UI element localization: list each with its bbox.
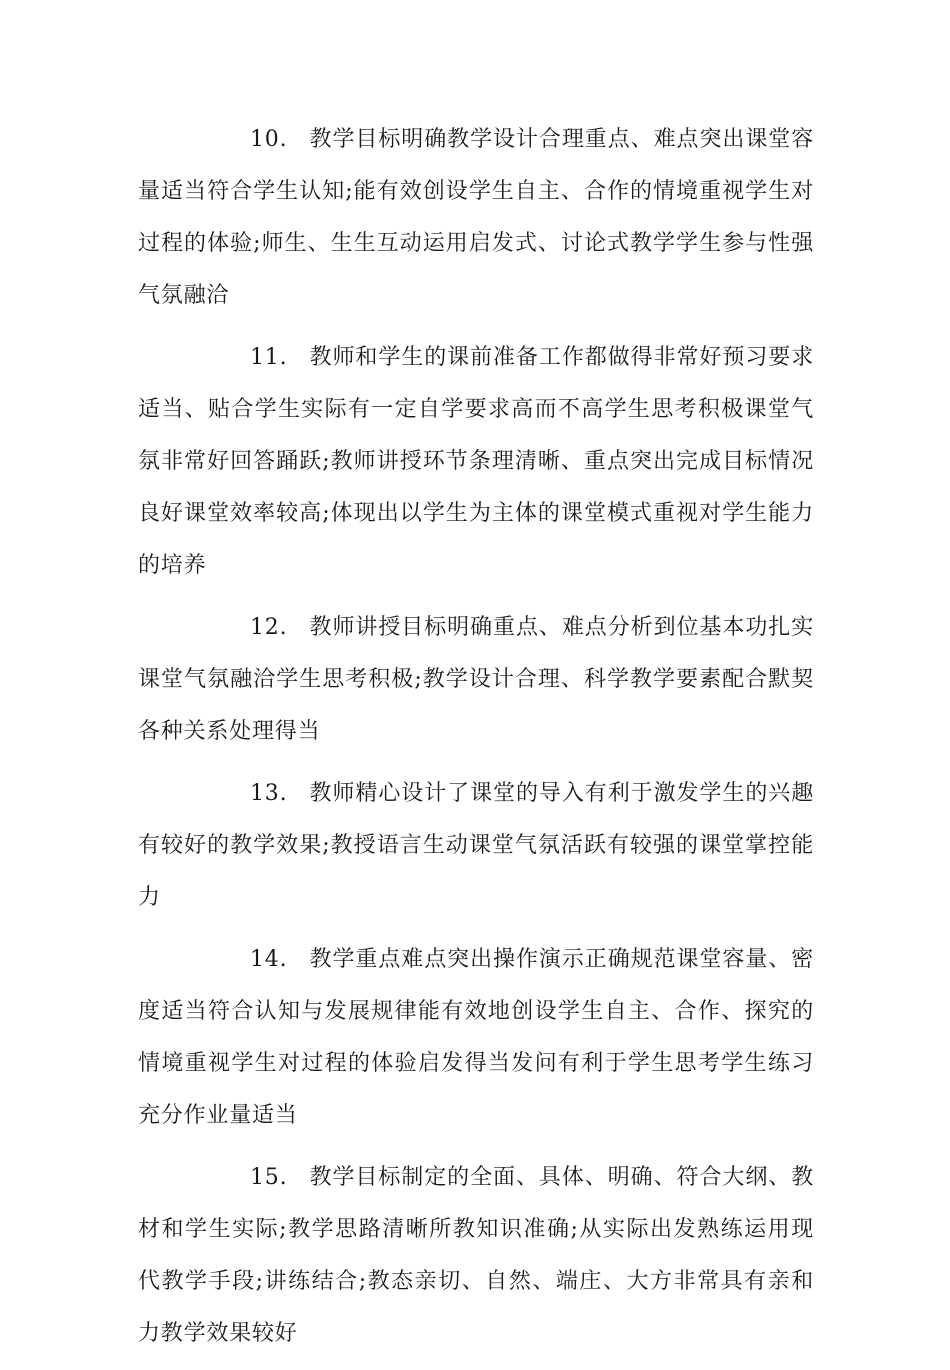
paragraph-text: 教学目标明确教学设计合理重点、难点突出课堂容量适当符合学生认知;能有效创设学生自主、合作的情境重视学生对过程的体验;师生、生生互动运用启发式、讨论式教学学生参与性强气氛融洽 [138, 127, 814, 308]
paragraph-number: 11. [250, 345, 288, 370]
paragraph-13 [138, 768, 814, 924]
paragraph-15 [138, 1152, 814, 1360]
paragraph-number: 12. [250, 615, 288, 640]
paragraph-14 [138, 934, 814, 1142]
paragraph-number: 15. [250, 1165, 288, 1190]
paragraph-text: 教师和学生的课前准备工作都做得非常好预习要求适当、贴合学生实际有一定自学要求高而不高学生思考积极课堂气氛非常好回答踊跃;教师讲授环节条理清晰、重点突出完成目标情况良好课堂效率较高;体现出以学生为主体的课堂模式重视对学生能力的培养 [138, 345, 814, 578]
paragraph-10 [138, 114, 814, 322]
paragraph-text: 教学重点难点突出操作演示正确规范课堂容量、密度适当符合认知与发展规律能有效地创设学生自主、合作、探究的情境重视学生对过程的体验启发得当发问有利于学生思考学生练习充分作业量适当 [138, 947, 814, 1128]
paragraph-number: 10. [250, 127, 288, 152]
paragraph-11 [138, 332, 814, 592]
paragraph-number: 14. [250, 947, 288, 972]
paragraph-12 [138, 602, 814, 758]
paragraph-text: 教学目标制定的全面、具体、明确、符合大纲、教材和学生实际;教学思路清晰所教知识准确;从实际出发熟练运用现代教学手段;讲练结合;教态亲切、自然、端庄、大方非常具有亲和力教学效果较好 [138, 1165, 814, 1346]
paragraph-text: 教师讲授目标明确重点、难点分析到位基本功扎实课堂气氛融洽学生思考积极;教学设计合理、科学教学要素配合默契各种关系处理得当 [138, 615, 814, 744]
document-page [138, 114, 814, 1370]
paragraph-text: 教师精心设计了课堂的导入有利于激发学生的兴趣有较好的教学效果;教授语言生动课堂气氛活跃有较强的课堂掌控能力 [138, 781, 814, 910]
paragraph-number: 13. [250, 781, 288, 806]
